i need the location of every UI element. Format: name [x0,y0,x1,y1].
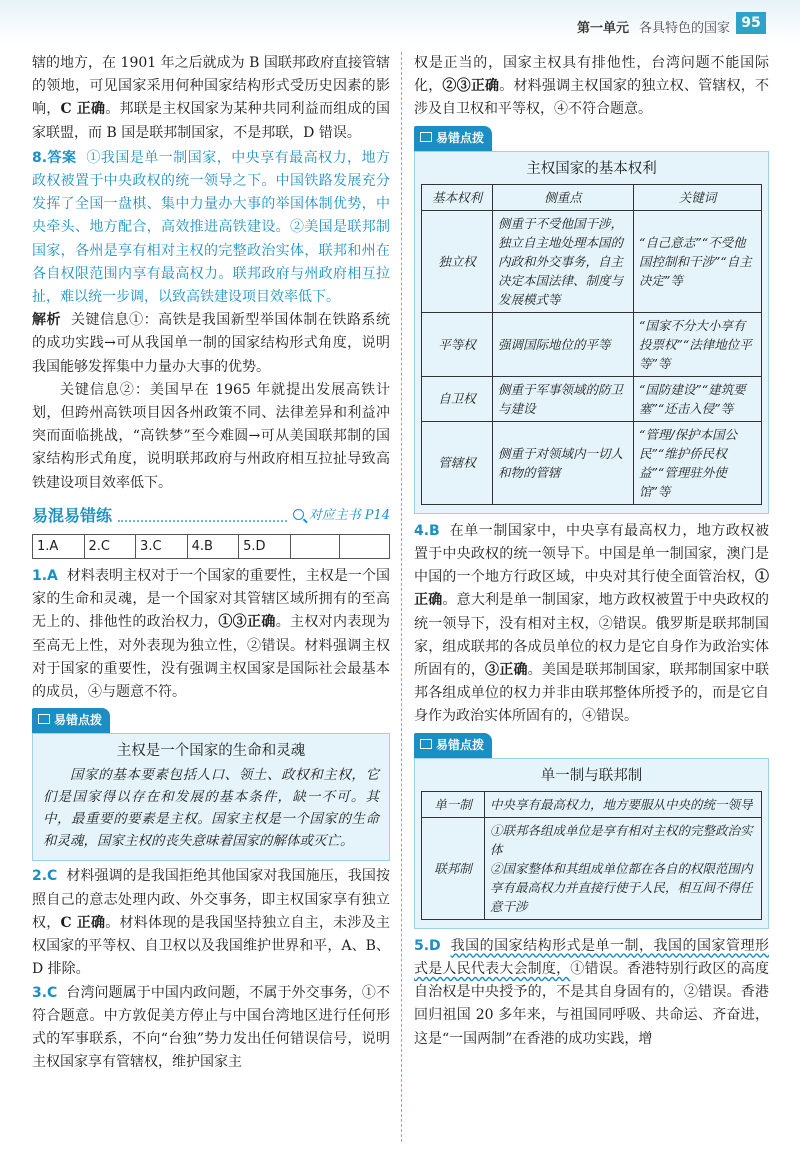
structure-table [421,791,762,920]
book-icon [420,739,432,749]
column-divider [401,52,402,1142]
question-5: 5.D 我国的国家结构形式是单一制，我国的国家管理形式是人民代表大会制度，①错误。香港特别行政区的高度自治权是中央授予的，不是其自身固有的，②错误。香港回归祖国 20 多年来，与祖国同呼吸、共命运、齐奋进，这是“一国两制”在香港的成功实践，增 [414,937,770,1047]
page-number: 95 [736,12,766,34]
table-title: 单一制与联邦制 [540,767,643,784]
answer-grid [32,534,390,559]
left-column [32,52,390,1074]
answer-cell: 5.D [239,534,291,558]
page-header [0,0,800,44]
book-icon [420,132,432,142]
question-8-answer: 8.答案 ①我国是单一制国家，中央享有最高权力，地方政权被置于中央政权的统一领导之下。中国铁路发展充分发挥了全国一盘棋、集中力量办大事的举国体制优势，中央牵头、地方配合，高效推进高铁建设。②美国是联邦制国家，各州是享有相对主权的完整政治实体，联邦和州在各自权限范围内享有最高权力。联邦政府与州政府相互拉扯，难以统一步调，以致高铁建设项目效率低下。 [32,149,391,306]
unit-label: 第一单元 各具特色的国家 [576,21,730,36]
table-header: 侧重点 [493,184,634,210]
section-title: 易混易错练 [32,506,113,526]
table-row: 管辖权 侧重于对领域内一切人和物的管辖 “管理/保护本国公民”“维护侨民权益”“管理驻外使馆”等 [422,421,762,504]
structure-table-box [414,758,769,929]
answer-cell: 2.C [84,534,136,558]
answer-cell [340,534,390,558]
tip-title: 主权是一个国家的生命和灵魂 [116,743,306,760]
table-header: 基本权利 [422,184,493,210]
answer-cell: 4.B [187,534,239,558]
analysis-1: 解析 关键信息①：高铁是我国新型举国体制在铁路系统的成功实践→可从我国单一制的国家结构形式角度，说明我国能够发挥集中力量办大事的优势。 [32,312,391,375]
question-1: 1.A 材料表明主权对于一个国家的重要性，主权是一个国家的生命和灵魂，是一个国家对其管辖区域所拥有的至高无上的、排他性的政治权力，①③正确。主权对内表现为至高无上性，对外表现为独立性，②错误。材料强调主权对于国家的重要性，没有强调主权国家是国际社会最基本的成员，④与题意不符。 [32,568,391,701]
rights-table-box [414,151,769,514]
main-book-link[interactable]: 对应主书 P14 [293,504,390,527]
question-2: 2.C 材料强调的是我国拒绝其他国家对我国施压，我国按照自己的意志处理内政、外交事务，即主权国家享有独立权，C 正确。材料体现的是我国坚持独立自主，未涉及主权国家的平等权、自卫权以及我国维护世界和平，A、B、D 排除。 [32,868,390,978]
tip-box [32,733,390,861]
tip-label: 易错点拨 [414,733,492,758]
paragraph: 权是正当的，国家主权具有排他性，台湾问题不能国际化，②③正确。材料强调主权国家的独立权、管辖权，不涉及自卫权和平等权，④不符合题意。 [414,55,770,118]
table-header: 关键词 [634,184,762,210]
table-row: 平等权 强调国际地位的平等 “国家不分大小享有投票权”“法律地位平等”等 [422,312,762,376]
table-row: 联邦制 ①联邦各组成单位是享有相对主权的完整政治实体 ②国家整体和其组成单位都在各自的权限范围内享有最高权力并直接行使于人民，相互间不得任意干涉 [422,817,762,919]
analysis-2: 关键信息②：美国早在 1965 年就提出发展高铁计划，但跨州高铁项目因各州政策不同、法律差异和利益冲突而面临挑战，“高铁梦”至今难圆→可从美国联邦制的国家结构形式角度，说明联邦政府与州政府相互拉扯导致高铁建设项目效率低下。 [32,381,390,491]
answer-cell [290,534,340,558]
table-row: 自卫权 侧重于军事领域的防卫与建设 “国防建设”“建筑要塞”“还击入侵”等 [422,376,762,421]
search-icon [293,509,304,520]
book-icon [38,714,50,724]
question-4: 4.B 在单一制国家中，中央享有最高权力，地方政权被置于中央政权的统一领导下。中国是单一制国家，澳门是中国的一个地方行政区域，中央对其行使全面管治权，①正确。意大利是单一制国家，地方政权被置于中央政权的统一领导下，没有相对主权，②错误。俄罗斯是联邦制国家，组成联邦的各成员单位的权力是它自身作为政治实体所固有的，③正确。美国是联邦制国家，联邦制国家中联邦各组成单位的权力并非由联邦整体所授予的，而是它自身作为政治实体所固有的，④错误。 [414,522,770,725]
tip-label: 易错点拨 [414,126,492,151]
table-row: 单一制 中央享有最高权力，地方要服从中央的统一领导 [422,791,762,817]
rights-table [421,184,762,505]
table-row: 独立权 侧重于不受他国干涉，独立自主地处理本国的内政和外交事务，自主决定本国法律、制度与发展模式等 “自己意志”“不受他国控制和干涉”“自主决定”等 [422,210,762,312]
paragraph: 辖的地方，在 1901 年之后就成为 B 国联邦政府直接管辖的领地，可见国家采用何种国家结构形式受历史因素的影响，C 正确。邦联是主权国家为某种共同利益而组成的国家联盟，而 B 国是联邦制国家，不是邦联，D 错误。 [32,55,390,141]
right-column [414,52,769,1051]
tip-label: 易错点拨 [32,708,110,733]
answer-cell: 1.A [33,534,85,558]
table-title: 主权国家的基本权利 [526,160,657,177]
section-header [32,503,390,529]
question-3: 3.C 台湾问题属于中国内政问题，不属于外交事务，①不符合题意。中方敦促美方停止与中国台湾地区进行任何形式的军事联系，不向“台独”势力发出任何错误信号，说明主权国家享有管辖权，维护国家主 [32,984,390,1071]
tip-body: 国家的基本要素包括人口、领土、政权和主权，它们是国家得以存在和发展的基本条件，缺一不可。其中，最重要的要素是主权。国家主权是一个国家的生命和灵魂，国家主权的丧失意味着国家的解体或灭亡。 [43,767,379,850]
answer-cell: 3.C [136,534,188,558]
dotted-divider [118,510,287,522]
